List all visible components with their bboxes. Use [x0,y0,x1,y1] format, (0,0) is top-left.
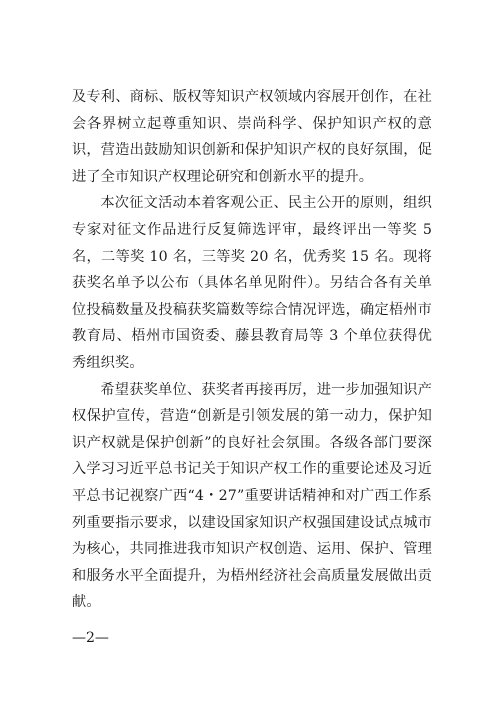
paragraph-closing-call: 希望获奖单位、获奖者再接再厉，进一步加强知识产权保护宣传，营造“创新是引领发展的第一动力，保护知识产权就是保护创新”的良好社会氛围。各级各部门要深入学习习近平总书记关于知识产权工作的重要论述及习近平总书记视察广西“4・27”重要讲话精神和对广西工作系列重要指示要求，以建设国家知识产权强国建设试点城市为核心，共同推进我市知识产权创造、运用、保护、管理和服务水平全面提升，为梧州经济社会高质量发展做出贡献。 [72,381,432,611]
body-text [72,84,432,616]
page-number: —2— [72,630,109,646]
paragraph-award-results: 本次征文活动本着客观公正、民主公开的原则，组织专家对征文作品进行反复筛选评审，最终评出一等奖 5 名，二等奖 10 名，三等奖 20 名，优秀奖 15 名。现将获奖名单予以公布（具体名单见附件）。另结合各有关单位投稿数量及投稿获奖篇数等综合情况评选，确定梧州市教育局、梧州市国资委、藤县教育局等 3 个单位获得优秀组织奖。 [72,195,432,371]
paragraph-continuation: 及专利、商标、版权等知识产权领域内容展开创作，在社会各界树立起尊重知识、崇尚科学、保护知识产权的意识，营造出鼓励知识创新和保护知识产权的良好氛围，促进了全市知识产权理论研究和创新水平的提升。 [72,89,432,185]
